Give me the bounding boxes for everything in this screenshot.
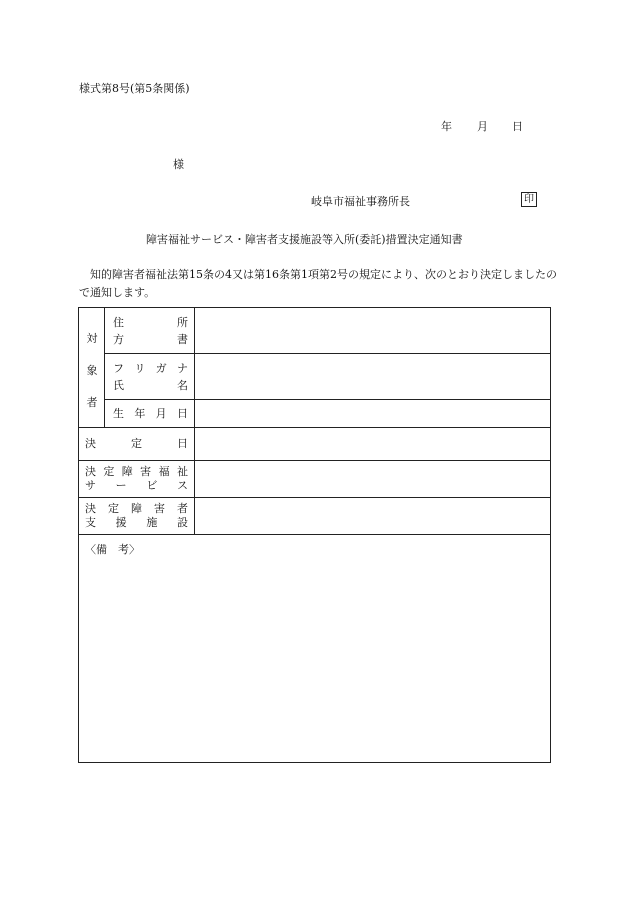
subject-cell	[79, 308, 105, 428]
name-value[interactable]	[195, 354, 551, 400]
name-label-cell	[105, 354, 195, 400]
service-value[interactable]	[195, 461, 551, 498]
intro-text: 知的障害者福祉法第15条の4又は第16条第1項第2号の規定により、次のとおり決定しましたので通知します。	[79, 268, 557, 299]
subject-char-2: 象	[86, 364, 98, 377]
birthdate-label-cell	[105, 400, 195, 428]
row-birthdate	[79, 400, 551, 428]
decision-date-label-cell	[79, 428, 195, 461]
subject-char-3: 者	[86, 396, 98, 409]
row-decision-date	[79, 428, 551, 461]
service-label-line1: 決 定 障 害 福 祉	[85, 465, 188, 478]
service-label-cell	[79, 461, 195, 498]
form-number: 様式第8号(第5条関係)	[79, 82, 190, 95]
birthdate-value[interactable]	[195, 400, 551, 428]
decision-date-label: 決 定 日	[85, 437, 188, 450]
subject-char-1: 対	[86, 332, 98, 345]
facility-label-line2: 支 援 施 設	[85, 516, 188, 529]
row-name	[79, 354, 551, 400]
address-label: 住 所	[113, 315, 188, 329]
row-facility	[79, 498, 551, 535]
service-label-line2: サ ー ビ ス	[85, 479, 188, 492]
remarks-cell[interactable]	[79, 535, 551, 763]
furigana-label: フ リ ガ ナ	[113, 361, 188, 375]
facility-label-line1: 決 定 障 害 者	[85, 502, 188, 515]
notification-table	[78, 307, 551, 763]
date-month: 月	[477, 120, 488, 133]
facility-label-cell	[79, 498, 195, 535]
seal-mark	[521, 192, 537, 207]
row-remarks	[79, 535, 551, 763]
decision-date-value[interactable]	[195, 428, 551, 461]
row-address	[79, 308, 551, 354]
seal-label: 印	[521, 192, 537, 207]
addressee-suffix: 様	[173, 158, 184, 171]
intro-paragraph	[79, 266, 559, 302]
date-year: 年	[441, 120, 452, 133]
remarks-label: 〈備 考〉	[85, 543, 140, 556]
date-day: 日	[512, 120, 523, 133]
facility-value[interactable]	[195, 498, 551, 535]
issuer-name: 岐阜市福祉事務所長	[311, 195, 410, 208]
birthdate-label: 生 年 月 日	[113, 407, 188, 420]
katagaki-label: 方 書	[113, 332, 188, 346]
row-service	[79, 461, 551, 498]
document-title: 障害福祉サービス・障害者支援施設等入所(委託)措置決定通知書	[146, 233, 463, 246]
name-label: 氏 名	[113, 378, 188, 392]
address-value[interactable]	[195, 308, 551, 354]
address-label-cell	[105, 308, 195, 354]
